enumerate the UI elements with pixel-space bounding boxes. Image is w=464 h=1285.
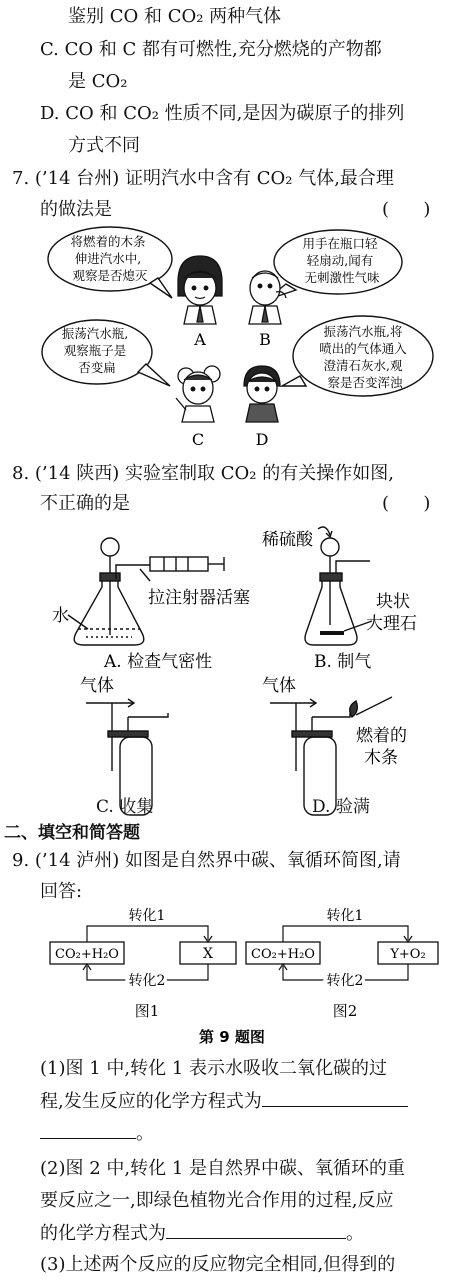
fig-a-caption: A. 检查气密性 — [104, 652, 213, 672]
bubble-a-line2: 伸进汽水中, — [74, 251, 142, 266]
fig1-right-box: X — [203, 946, 213, 962]
kid-d-figure — [244, 366, 280, 422]
fig-d-gas-label: 气体 — [262, 676, 296, 696]
q6-option-c-line2: 是 CO₂ — [68, 71, 128, 92]
fig1-caption: 图1 — [134, 1002, 160, 1020]
svg-text:将燃着的木条 伸进汽水中, 观察是否 — [71, 234, 150, 283]
q9-part1-line2 — [40, 1088, 408, 1115]
q9-part1-answer-blank-b[interactable] — [40, 1120, 136, 1139]
fig-b-marble-label2: 大理石 — [366, 614, 417, 634]
kid-b-label: B — [259, 330, 271, 349]
bubble-d-line4: 察是否变浑浊 — [327, 375, 403, 390]
fig2-cycle — [246, 908, 438, 1020]
q9-part2-line1: (2)图 2 中,转化 1 是自然界中碳、氧循环的重 — [40, 1158, 406, 1179]
bubble-b — [266, 230, 402, 300]
q9-part2-answer-blank[interactable] — [166, 1220, 346, 1239]
fig2-top-arrow-label: 转化1 — [326, 908, 364, 924]
q8-stem-line2: 不正确的是 — [40, 493, 130, 514]
fig-a-water-label: 水 — [52, 606, 69, 626]
q8-stem-line1: 8. (’14 陕西) 实验室制取 CO₂ 的有关操作如图, — [12, 463, 394, 484]
bubble-b-line1: 用手在瓶口轻 — [302, 236, 378, 251]
q9-part1-answer-blank-a[interactable] — [262, 1088, 408, 1107]
q8-answer-paren: ( ) — [382, 493, 431, 514]
bubble-c-line2: 观察瓶子是 — [63, 343, 127, 358]
fig2-caption: 图2 — [332, 1002, 358, 1020]
bubble-a-line1: 将燃着的木条 — [70, 234, 146, 249]
q7-stem-line1: 7. (’14 台州) 证明汽水中含有 CO₂ 气体,最合理 — [12, 168, 394, 189]
q6-option-c-line1: C. CO 和 C 都有可燃性,充分燃烧的产物都 — [40, 39, 382, 60]
fig1-cycle — [50, 908, 236, 1020]
bubble-a-line3: 观察是否熄灭 — [72, 268, 148, 283]
bubble-d — [282, 316, 433, 396]
q9-figure-title: 第 9 题图 — [199, 1028, 265, 1046]
q9-part3-line1: (3)上述两个反应的反应物完全相同,但得到的 — [40, 1254, 396, 1275]
bubble-c-line1: 振荡汽水瓶, — [61, 326, 129, 341]
q7-illustration — [0, 226, 464, 456]
fig2-right-box: Y+O₂ — [390, 947, 426, 962]
kid-d-label: D — [255, 430, 269, 449]
q6-option-b-continuation: 鉴别 CO 和 CO₂ 两种气体 — [68, 6, 282, 27]
fig-c-caption: C. 收集 — [96, 797, 154, 817]
q9-part2-line3-text: 的化学方程式为 — [40, 1223, 166, 1244]
svg-text:用手在瓶口轻 轻扇动,闻有 无刺激性 — [303, 236, 382, 285]
bubble-a — [48, 227, 172, 298]
kid-a-label: A — [194, 330, 206, 349]
fig-a-syringe-label: 拉注射器活塞 — [148, 588, 250, 608]
section-heading: 二、填空和简答题 — [4, 823, 140, 843]
bubble-c-line3: 否变扁 — [78, 360, 116, 375]
fig-d-caption: D. 验满 — [312, 797, 370, 817]
bubble-d-line2: 喷出的气体通入 — [319, 341, 407, 356]
q9-part1-line3 — [40, 1120, 154, 1147]
q9-stem-line1: 9. (’14 泸州) 如图是自然界中碳、氧循环简图,请 — [12, 850, 401, 871]
kid-b-figure — [249, 271, 286, 324]
q9-cycle-figures — [0, 908, 464, 1048]
q6-option-d-line1: D. CO 和 CO₂ 性质不同,是因为碳原子的排列 — [40, 103, 405, 124]
q9-part2-line2: 要反应之一,即绿色植物光合作用的过程,反应 — [40, 1190, 394, 1211]
fig-d-stick-label1: 燃着的 — [356, 726, 407, 746]
q7-answer-paren: ( ) — [382, 199, 431, 220]
bubble-b-line2: 轻扇动,闻有 — [306, 253, 374, 268]
q6-option-d-line2: 方式不同 — [68, 135, 140, 156]
fig-c-gas-label: 气体 — [80, 676, 114, 696]
q7-stem-line2: 的做法是 — [40, 199, 112, 220]
fig-b-caption: B. 制气 — [314, 652, 372, 672]
kid-a-figure — [178, 256, 222, 324]
bubble-d-line3: 澄清石灰水,观 — [323, 358, 403, 373]
fig-d-stick-label2: 木条 — [364, 748, 398, 768]
q9-stem-line2: 回答: — [40, 881, 83, 902]
fig2-left-box: CO₂+H₂O — [251, 947, 315, 962]
q9-part1-line1: (1)图 1 中,转化 1 表示水吸收二氧化碳的过 — [40, 1058, 388, 1079]
bubble-c — [42, 320, 170, 386]
q9-part2-line3 — [40, 1220, 364, 1247]
fig1-top-arrow-label: 转化1 — [128, 908, 166, 924]
fig-b-marble-label1: 块状 — [376, 592, 410, 612]
q9-part2-period: 。 — [346, 1223, 364, 1244]
bubble-d-line1: 振荡汽水瓶,将 — [323, 324, 403, 339]
fig1-bottom-arrow-label: 转化2 — [128, 973, 166, 989]
q8-apparatus-figures — [0, 525, 464, 815]
fig-b-generator-flask — [305, 527, 370, 645]
kid-c-figure — [176, 366, 220, 422]
kid-c-label: C — [191, 430, 205, 449]
q9-part1-line2-text: 程,发生反应的化学方程式为 — [40, 1091, 262, 1112]
fig2-bottom-arrow-label: 转化2 — [326, 973, 364, 989]
q9-part1-period: 。 — [136, 1123, 154, 1144]
bubble-b-line3: 无刺激性气味 — [304, 270, 380, 285]
fig1-left-box: CO₂+H₂O — [55, 947, 119, 962]
fig-b-acid-label: 稀硫酸 — [262, 530, 313, 550]
